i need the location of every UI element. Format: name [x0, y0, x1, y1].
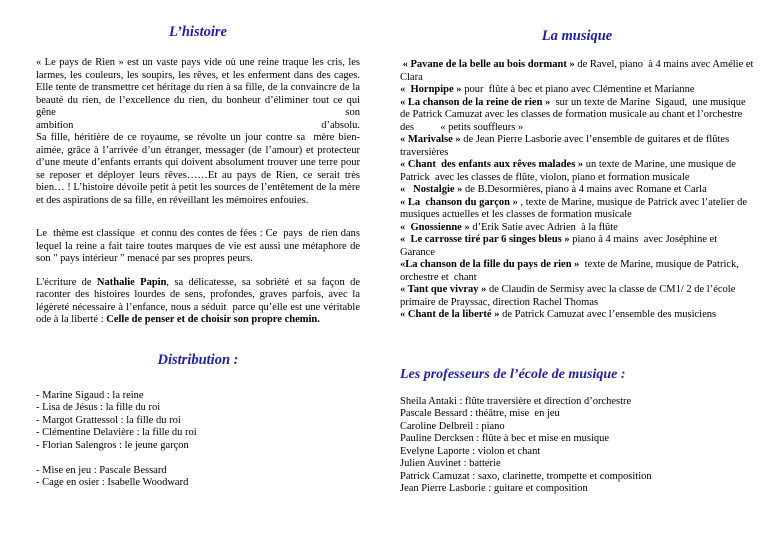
music-item — [400, 84, 754, 97]
music-item-desc: de Jean Pierre Lasborie avec l’ensemble de guitares et de flûtes traversières — [400, 134, 732, 158]
cast-item: - Margot Grattessol : la fille du roi — [36, 414, 181, 426]
music-item — [400, 134, 754, 159]
music-item-title: « Marivalse » — [400, 134, 461, 145]
music-item-title: « Tant que vivray » — [400, 284, 487, 295]
music-item — [400, 97, 754, 135]
music-item-title: « Hornpipe » — [400, 84, 462, 95]
professor-item: Pascale Bessard : théâtre, mise en jeu — [400, 408, 560, 419]
musique-title: La musique — [541, 28, 613, 44]
music-item — [400, 222, 754, 235]
music-item-desc: , texte de Marine, musique de Patrick avec l’atelier de musiques actuelles et les classes de formation musicale — [400, 196, 750, 220]
professor-item: Sheila Antaki : flûte traversière et direction d’orchestre — [400, 395, 632, 407]
cast-item: - Florian Salengros : le jeune garçon — [36, 439, 189, 451]
histoire-para3-prefix: L'écriture de — [36, 276, 97, 288]
histoire-gap-right-text: d’absolu. — [321, 119, 360, 131]
music-item-desc: de Ravel, piano à 4 mains avec Amélie et Clara — [400, 59, 757, 83]
professor-item: Julien Auvinet : batterie — [400, 458, 501, 469]
music-item-title: « Chant des enfants aux rêves malades » — [400, 159, 584, 170]
music-item-title: « Nostalgie » — [400, 184, 463, 195]
cast-item: - Marine Sigaud : la reine — [36, 389, 144, 401]
professor-item: Caroline Delbreil : piano — [400, 420, 505, 432]
music-item — [400, 234, 754, 259]
right-column — [384, 0, 768, 543]
histoire-forced-justified-line — [36, 120, 360, 133]
music-item-desc: pour flûte à bec et piano avec Clémentine et Marianne — [461, 84, 695, 95]
distribution-list — [36, 390, 360, 490]
music-item-desc: d’Erik Satie avec Adrien à la flûte — [469, 221, 618, 233]
histoire-paragraph-2: Le thème est classique et connu des contes de fées : Ce pays de rien dans lequel la reine a fait taire toutes marques de vie est aussi une métaphore de son " pays intérieur " menacé par ses propres peurs. — [36, 228, 363, 264]
distribution-title: Distribution : — [157, 351, 239, 368]
professeurs-title: Les professeurs de l’école de musique : — [400, 366, 626, 382]
cast-item: - Clémentine Delavière : la fille du roi — [36, 427, 197, 438]
music-item — [400, 259, 754, 284]
professor-item: Pauline Dercksen : flûte à bec et mise en musique — [400, 433, 610, 444]
histoire-title: L’histoire — [168, 24, 227, 40]
histoire-paragraph-1b: Sa fille, héritière de ce royaume, se révolte un jour contre sa mère bien-aimée, grâce à l’arrivée d’un étranger, messager (de l’amour) et protecteur d’une meute d’enfants errants qui doivent absolument trouver une terre pour se reposer et déployer leurs rêves……Et au pays de Rien, ce serait très bien… ! L’histoire dévoile petit à petit les sources de l’entêtement de la mère et des aspirations de sa fille, en réveillant les mémoires enfouies. — [36, 132, 363, 206]
histoire-gap-left-text: ambition — [36, 119, 74, 131]
music-item — [400, 284, 754, 309]
music-item-desc: un texte de Marine, une musique de Patrick avec les classes de flûte, violon, piano et formation musicale — [400, 159, 739, 183]
music-list — [400, 59, 757, 322]
histoire-paragraph-3 — [36, 276, 363, 327]
music-item — [400, 197, 754, 222]
music-item-desc: piano à 4 mains avec Joséphine et Garance — [400, 234, 720, 258]
histoire-para3-quote-bold: Celle de penser et de choisir son propre chemin. — [106, 314, 320, 325]
music-item — [400, 159, 754, 184]
music-item-desc: texte de Marine, musique de Patrick, orchestre et chant — [400, 259, 742, 283]
music-item — [400, 309, 754, 322]
music-item-desc: de Patrick Camuzat avec l’ensemble des musiciens — [499, 309, 717, 320]
crew-item: - Cage en osier : Isabelle Woodward — [36, 477, 189, 488]
music-item-title: « Pavane de la belle au bois dormant » — [400, 59, 575, 70]
professor-item: Patrick Camuzat : saxo, clarinette, trompette et composition — [400, 470, 652, 482]
professeurs-list — [400, 396, 754, 496]
histoire-paragraph-1a: « Le pays de Rien » est un vaste pays vide où une reine traque les cris, les larmes, les couleurs, les soupirs, les rêves, et les enferment dans des cages. Elle tente de transmettre cet héritage du rien à sa fille, de la convaincre de la beauté du rien, de l’excellence du rien, du bonheur d’éliminer tout ce qui gêne son — [36, 57, 363, 118]
crew-item: - Mise en jeu : Pascale Bessard — [36, 464, 167, 476]
music-item-title: « Le carrosse tiré par 6 singes bleus » — [400, 234, 570, 245]
music-item-title: « Chant de la liberté » — [400, 309, 500, 320]
professor-item: Jean Pierre Lasborie : guitare et composition — [400, 483, 588, 494]
music-item — [400, 59, 757, 84]
music-item-title: « Gnossienne » — [400, 221, 470, 233]
cast-item: - Lisa de Jésus : la fille du roi — [36, 402, 161, 413]
music-item-desc: sur un texte de Marine Sigaud, une musique de Patrick Camuzat avec les classes de formation musicale au chant et l’orchestre des « petits souffleurs » — [400, 96, 749, 133]
histoire-para3-author-bold: Nathalie Papin — [96, 276, 167, 288]
music-item-desc: de Claudin de Sermisy avec la classe de CM1/ 2 de l’école primaire de Prayssac, direction Rachel Thomas — [400, 284, 738, 308]
music-item-desc: de B.Desormières, piano à 4 mains avec Romane et Carla — [462, 184, 707, 195]
professor-item: Evelyne Laporte : violon et chant — [400, 445, 541, 457]
music-item-title: « La chanson du garçon » — [400, 196, 518, 208]
music-item-title: « La chanson de la reine de rien » — [400, 96, 551, 108]
music-item-title: «La chanson de la fille du pays de rien » — [400, 259, 580, 270]
histoire-para3-middle: , sa délicatesse, sa sobriété et sa façon de raconter des histoires lourdes de sens, profondes, graves parfois, avec la légèreté nécessaire à l’enfance, nous a séduit parce qu’elle est une véritable ode à la liberté : — [36, 276, 363, 325]
music-item — [400, 184, 754, 197]
